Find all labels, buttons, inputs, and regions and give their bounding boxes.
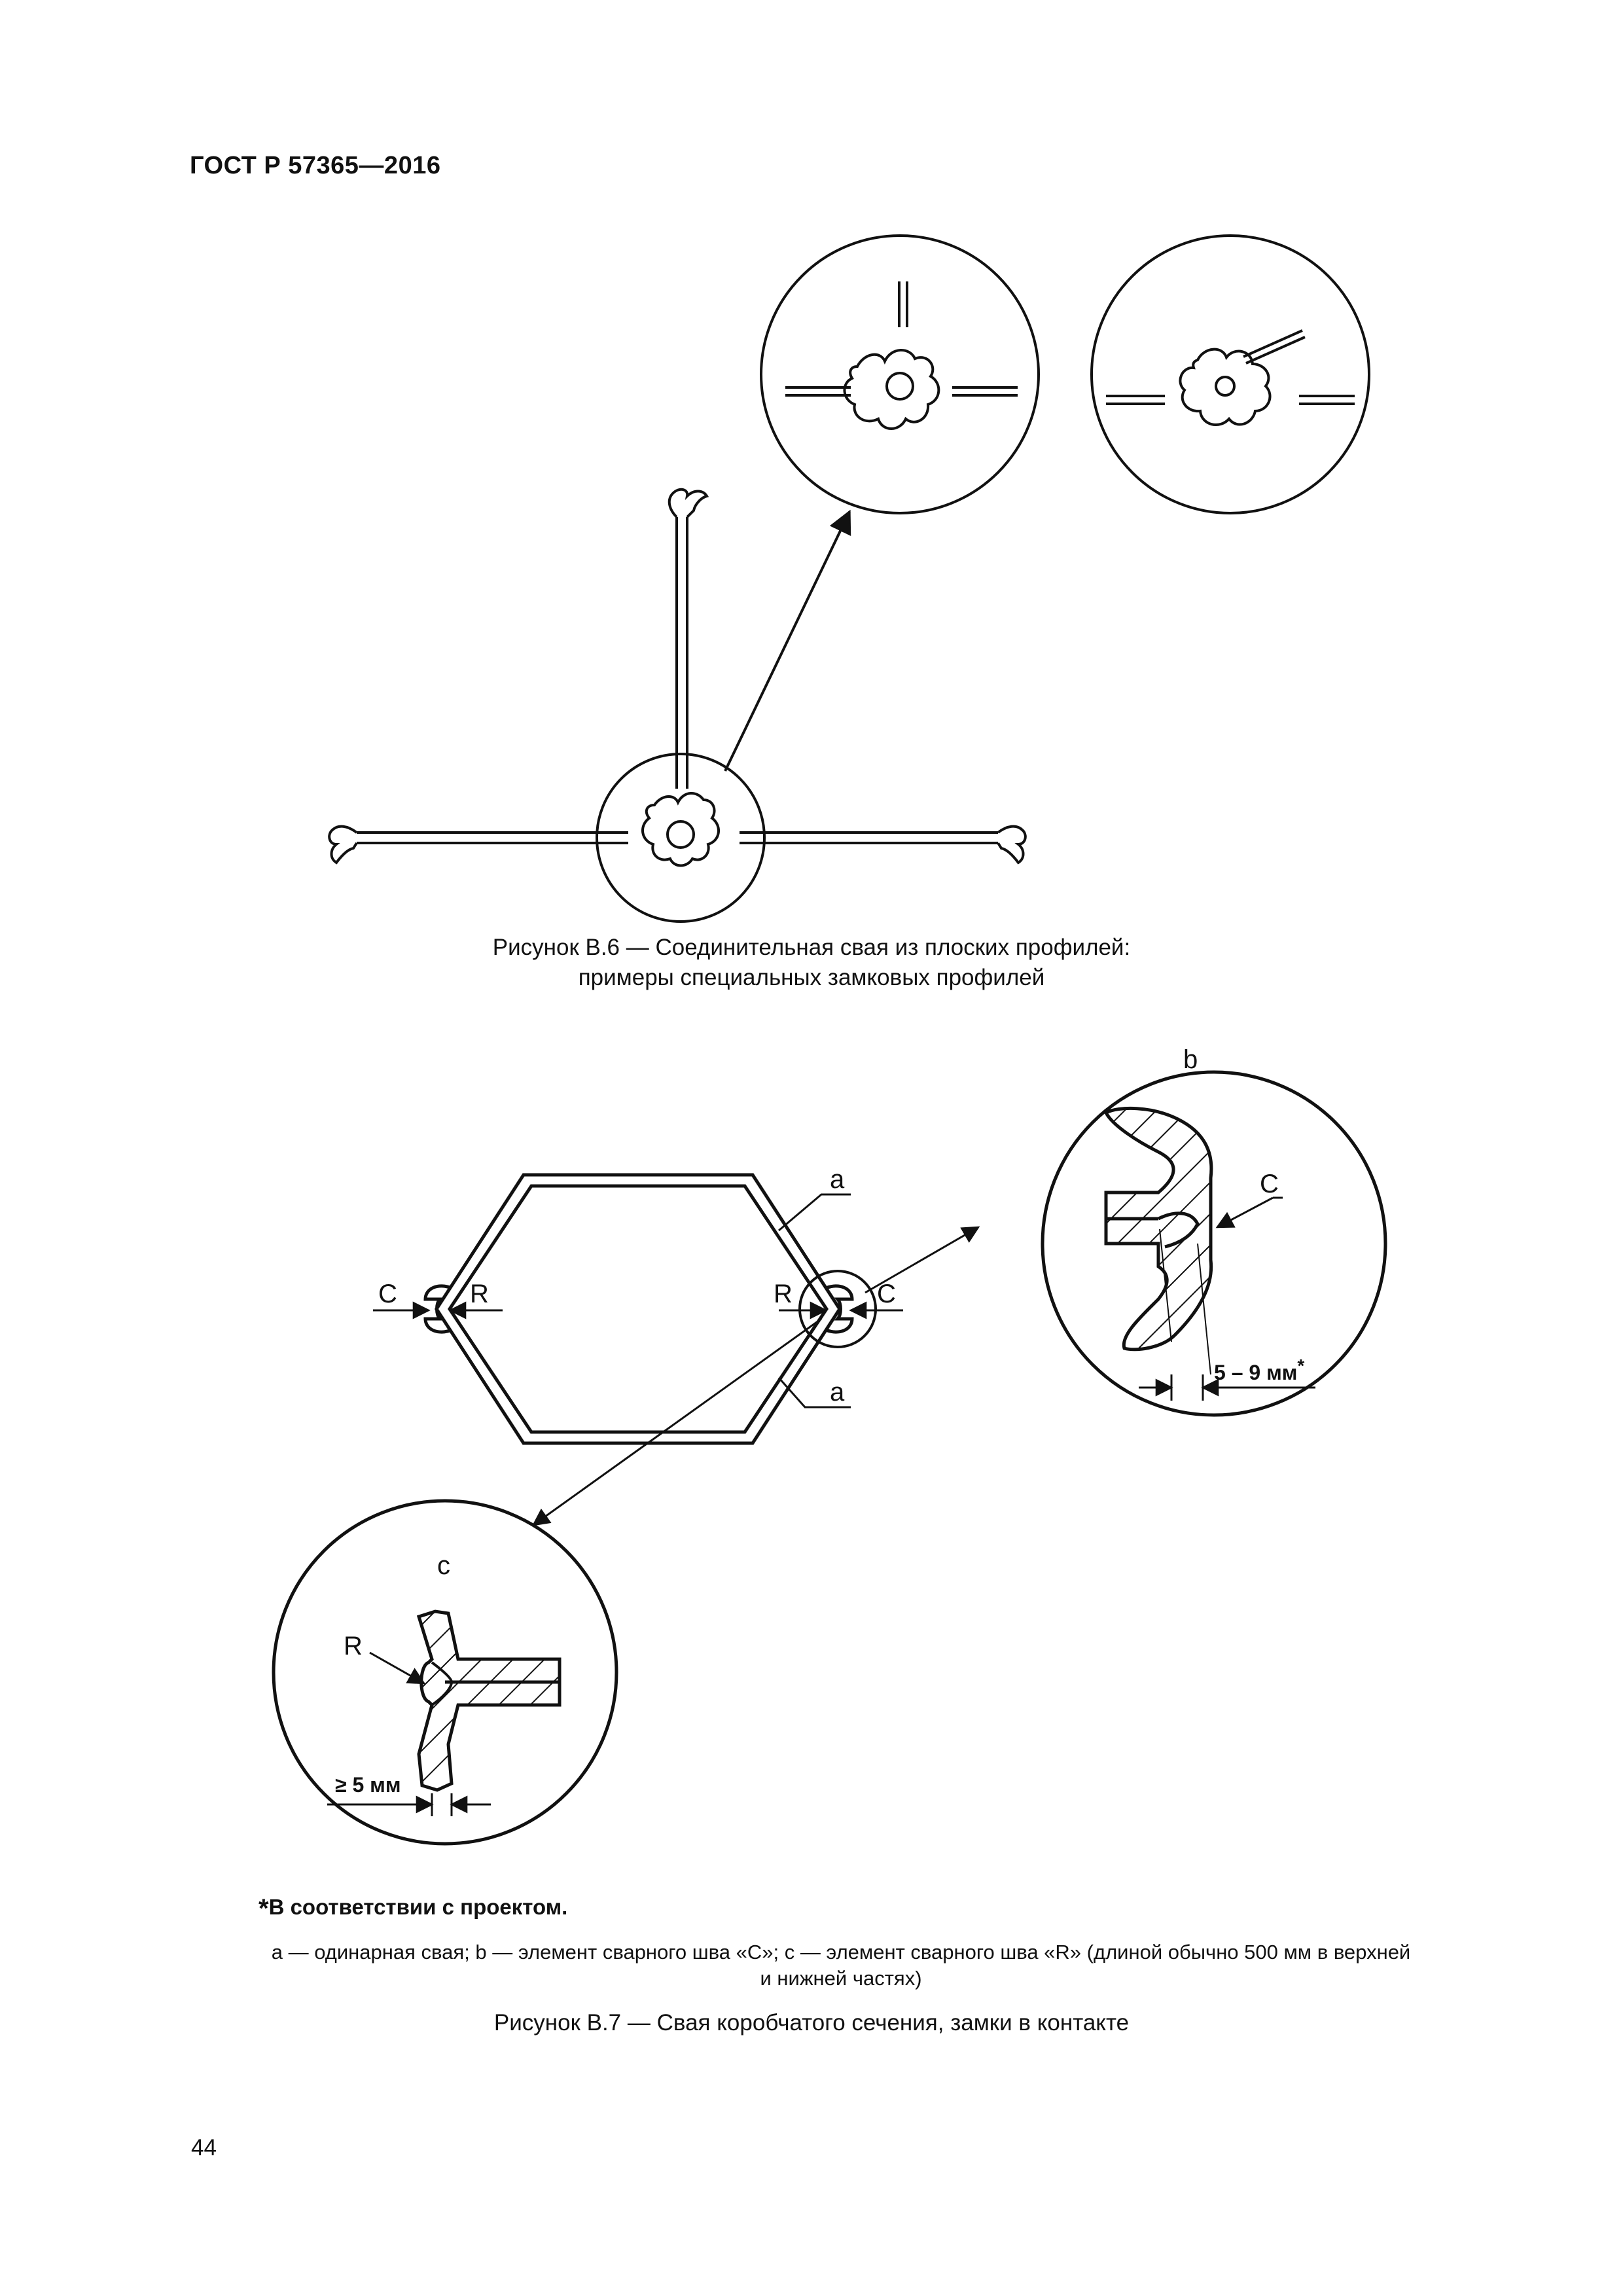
detail-c-dimension: ≥ 5 мм bbox=[335, 1773, 401, 1797]
box-pile-inner bbox=[450, 1186, 827, 1432]
detail-marker-circle bbox=[597, 754, 764, 922]
detail-c-r-label: R bbox=[344, 1632, 363, 1660]
detail-b-title: b bbox=[1183, 1045, 1198, 1074]
figure-b7-drawing bbox=[425, 1175, 876, 1443]
footnote bbox=[259, 1892, 567, 1921]
detail-b-c-label: C bbox=[1260, 1170, 1279, 1198]
legend-line1: a — одинарная свая; b — элемент сварного шва «C»; c — элемент сварного шва «R» (длиной обычно 500 мм в верхней bbox=[271, 1941, 1411, 1964]
figure-b7-caption: Рисунок В.7 — Свая коробчатого сечения, замки в контакте bbox=[493, 2010, 1130, 2036]
leader-arrow-b6 bbox=[725, 512, 849, 771]
detail-c-title: c bbox=[437, 1551, 450, 1580]
label-c-left: C bbox=[378, 1280, 397, 1308]
document-header: ГОСТ Р 57365—2016 bbox=[190, 152, 441, 179]
page-number: 44 bbox=[191, 2135, 217, 2161]
label-c-right: C bbox=[877, 1280, 896, 1308]
footnote-mark: * bbox=[259, 1894, 269, 1923]
b6-detail-2 bbox=[1092, 236, 1369, 513]
b7-dimension-lines bbox=[373, 1194, 978, 1525]
detail-b-dimension: 5 – 9 мм* bbox=[1214, 1355, 1305, 1384]
detail-b bbox=[1043, 1045, 1385, 1415]
vertical-flat-profile bbox=[669, 490, 707, 789]
connector-star bbox=[643, 793, 719, 866]
b7-labels bbox=[378, 1165, 896, 1407]
legend-line2: и нижней частях) bbox=[760, 1967, 922, 1990]
detail-marker-right bbox=[800, 1271, 876, 1347]
right-flat-profile bbox=[740, 827, 1026, 863]
label-r-left: R bbox=[470, 1280, 489, 1308]
detail-c bbox=[274, 1501, 616, 1844]
label-r-right: R bbox=[774, 1280, 793, 1308]
label-a-bottom: a bbox=[830, 1378, 845, 1407]
figure-b6-caption-line2: примеры специальных замковых профилей bbox=[578, 965, 1045, 990]
figure-b6-drawing bbox=[329, 490, 1026, 922]
left-flat-profile bbox=[329, 827, 628, 863]
footnote-text: В соответствии с проектом. bbox=[268, 1895, 568, 1919]
figure-b6-caption-line1: Рисунок В.6 — Соединительная свая из плоских профилей: bbox=[492, 935, 1131, 960]
label-a-top: a bbox=[830, 1165, 845, 1194]
figure-b7-legend bbox=[236, 1939, 1446, 1992]
box-pile-outer bbox=[437, 1175, 840, 1443]
b6-detail-1 bbox=[761, 236, 1039, 513]
detail-c-section bbox=[419, 1611, 560, 1790]
